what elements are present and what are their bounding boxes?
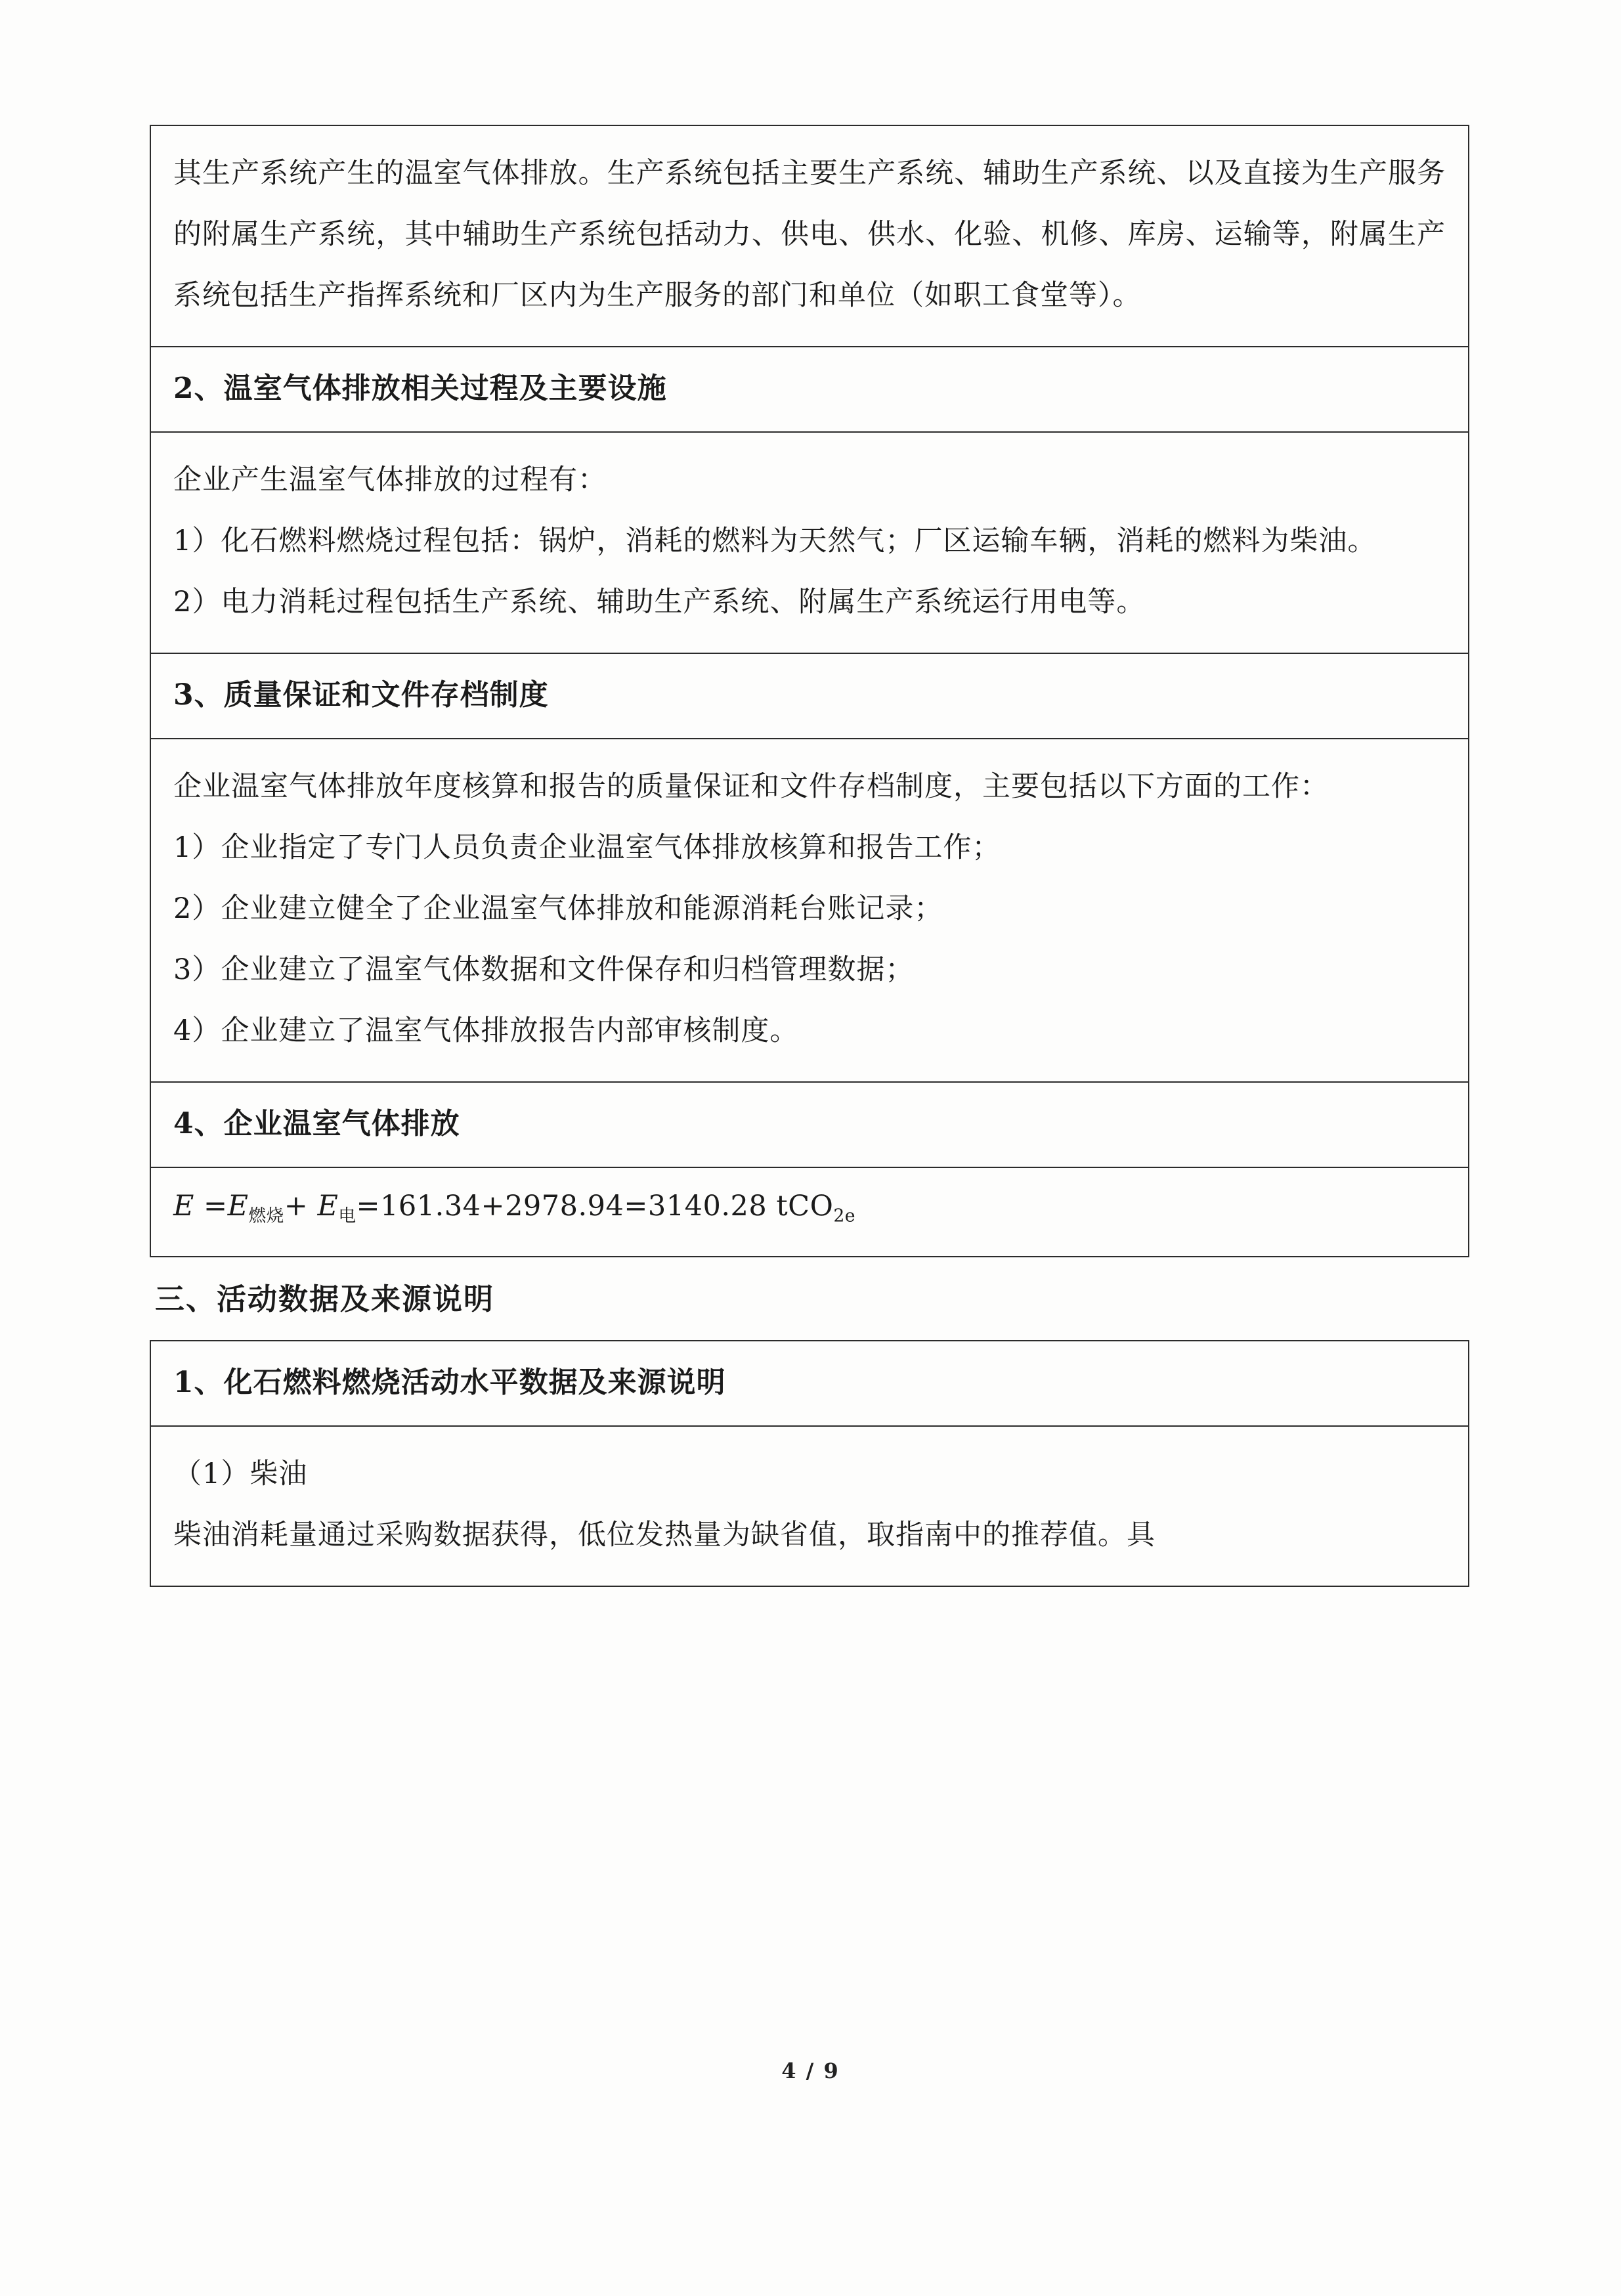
body-paragraph: 1）化石燃料燃烧过程包括：锅炉，消耗的燃料为天然气；厂区运输车辆，消耗的燃料为柴油。 <box>173 525 1377 557</box>
section-heading: 4、企业温室气体排放 <box>173 1107 460 1140</box>
formula-sub-electricity: 电 <box>338 1205 357 1226</box>
section-heading: 1、化石燃料燃烧活动水平数据及来源说明 <box>173 1365 726 1399</box>
section-heading: 2、温室气体排放相关过程及主要设施 <box>173 372 667 405</box>
body-paragraph: 企业产生温室气体排放的过程有： <box>173 464 607 496</box>
paragraph-cell <box>151 1427 1468 1586</box>
body-paragraph: 其生产系统产生的温室气体排放。生产系统包括主要生产系统、辅助生产系统、以及直接为生产服务的附属生产系统，其中辅助生产系统包括动力、供电、供水、化验、机修、库房、运输等，附属生产系统包括生产指挥系统和厂区内为生产服务的部门和单位（如职工食堂等）。 <box>173 157 1446 312</box>
table-row <box>150 1425 1469 1587</box>
formula-e-symbol: E <box>173 1190 194 1223</box>
heading-cell <box>151 1341 1468 1425</box>
formula-values: =161.34+2978.94=3140.28 <box>356 1190 767 1223</box>
formula-unit: tCO <box>776 1190 834 1223</box>
list-item: 3）企业建立了温室气体数据和文件保存和归档管理数据； <box>173 953 915 986</box>
table-row <box>150 125 1469 346</box>
page-footer: 4 / 9 <box>781 2058 840 2083</box>
page-title: 三、活动数据及来源说明 <box>155 1281 495 1316</box>
body-paragraph: 柴油消耗量通过采购数据获得，低位发热量为缺省值，取指南中的推荐值。具 <box>173 1518 1156 1551</box>
formula-unit-sub: 2e <box>833 1205 856 1226</box>
table-row <box>150 346 1469 431</box>
heading-cell <box>151 1083 1468 1167</box>
formula-cell <box>151 1168 1468 1256</box>
formula-space <box>308 1190 317 1223</box>
section-title-wrapper <box>150 1257 1469 1340</box>
table-row <box>150 431 1469 653</box>
formula-sub-combustion: 燃烧 <box>248 1205 284 1226</box>
formula-plus: + <box>284 1190 309 1223</box>
list-item: 1）企业指定了专门人员负责企业温室气体排放核算和报告工作； <box>173 831 1001 864</box>
heading-cell <box>151 347 1468 431</box>
table-row <box>150 738 1469 1081</box>
list-item: 4）企业建立了温室气体排放报告内部审核制度。 <box>173 1014 799 1047</box>
paragraph-cell <box>151 433 1468 653</box>
list-item: 2）企业建立健全了企业温室气体排放和能源消耗台账记录； <box>173 892 943 925</box>
document-body <box>150 125 1469 1587</box>
sub-item-label: （1）柴油 <box>173 1457 308 1490</box>
heading-cell <box>151 654 1468 738</box>
formula-e-combustion: E <box>227 1190 249 1223</box>
body-paragraph: 2）电力消耗过程包括生产系统、辅助生产系统、附属生产系统运行用电等。 <box>173 586 1146 618</box>
paragraph-cell <box>151 126 1468 346</box>
body-paragraph: 企业温室气体排放年度核算和报告的质量保证和文件存档制度，主要包括以下方面的工作： <box>173 770 1329 803</box>
section-heading: 3、质量保证和文件存档制度 <box>173 678 549 712</box>
paragraph-cell <box>151 739 1468 1081</box>
formula-e-electricity: E <box>317 1190 339 1223</box>
formula-space-2 <box>767 1190 776 1223</box>
table-row <box>150 1081 1469 1167</box>
emission-formula <box>173 1179 1446 1244</box>
table-row <box>150 653 1469 738</box>
table-row <box>150 1340 1469 1425</box>
table-row <box>150 1167 1469 1257</box>
formula-equals: = <box>194 1190 228 1223</box>
